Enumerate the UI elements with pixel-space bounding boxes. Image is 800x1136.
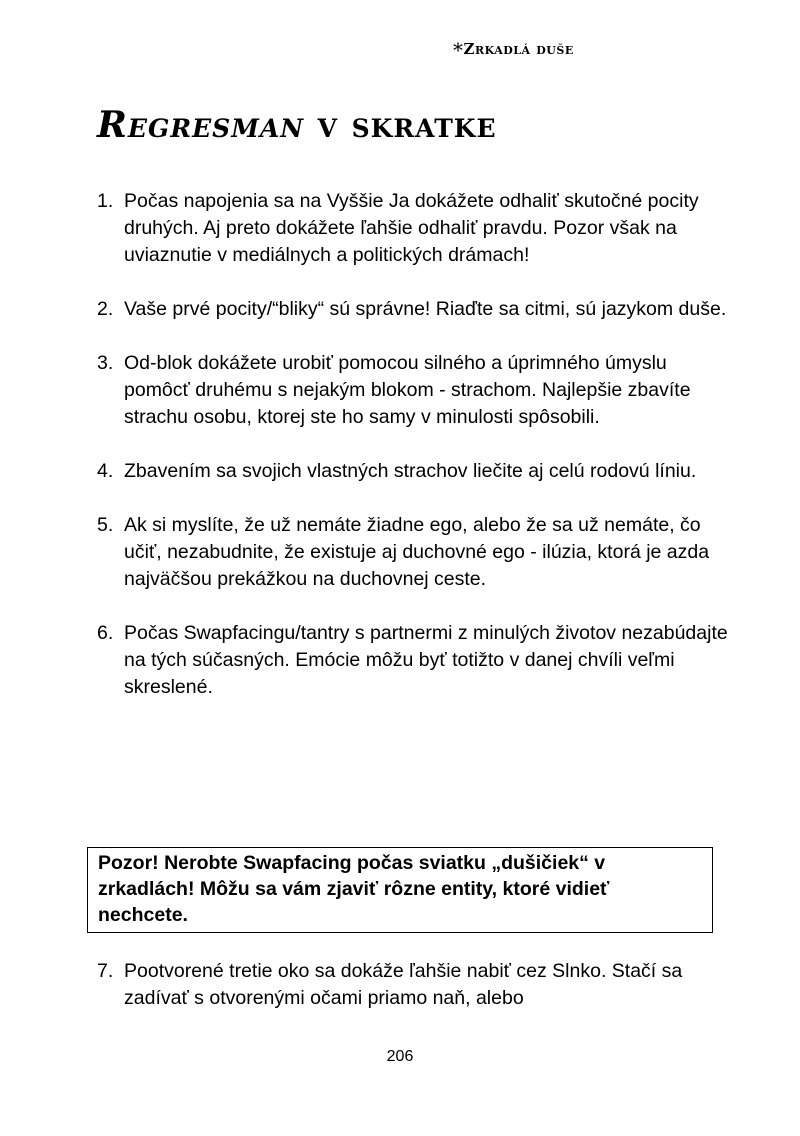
item-text: Zbavením sa svojich vlastných strachov liečite aj celú rodovú líniu.	[124, 460, 697, 482]
item-text: Pootvorené tretie oko sa dokáže ľahšie nabiť cez Slnko. Stačí sa zadívať s otvorenými očami priamo naň, alebo	[124, 960, 683, 1009]
header-star: *	[453, 38, 464, 62]
list-item	[97, 958, 737, 1012]
item-text: Ak si myslíte, že už nemáte žiadne ego, alebo že sa už nemáte, čo učiť, nezabudnite, že existuje aj duchovné ego - ilúzia, ktorá je azda najväčšou prekážkou na duchovnej ceste.	[124, 514, 710, 590]
page-title	[97, 104, 497, 146]
list-item	[97, 458, 737, 485]
warning-box: Pozor! Nerobte Swapfacing počas sviatku „dušičiek“ v zrkadlách! Môžu sa vám zjaviť rôzne entity, ktoré vidieť nechcete.	[87, 847, 713, 933]
item-number: 4.	[97, 460, 114, 482]
list-item	[97, 296, 737, 323]
tips-list	[97, 188, 737, 728]
list-item	[97, 512, 737, 593]
item-number: 1.	[97, 190, 114, 212]
list-item	[97, 620, 737, 701]
chapter-header	[453, 38, 574, 62]
header-text: Zrkadlá duše	[463, 40, 574, 58]
item-text: Počas Swapfacingu/tantry s partnermi z minulých životov nezabúdajte na tých súčasných. Emócie môžu byť totižto v danej chvíli veľmi skreslené.	[124, 622, 728, 698]
item-text: Od-blok dokážete urobiť pomocou silného a úprimného úmyslu pomôcť druhému s nejakým blokom - strachom. Najlepšie zbavíte strachu osobu, ktorej ste ho samy v minulosti spôsobili.	[124, 352, 691, 428]
tips-list-continued	[97, 958, 737, 1039]
item-number: 2.	[97, 298, 114, 320]
item-number: 6.	[97, 622, 114, 644]
item-number: 7.	[97, 960, 114, 982]
list-item	[97, 188, 737, 269]
item-number: 3.	[97, 352, 114, 374]
item-text: Vaše prvé pocity/“bliky“ sú správne! Riaďte sa citmi, sú jazykom duše.	[124, 298, 727, 320]
title-italic-part: Regresman	[97, 104, 305, 146]
page-number: 206	[386, 1048, 414, 1065]
title-rest: v skratke	[304, 104, 497, 146]
item-text: Počas napojenia sa na Vyššie Ja dokážete odhaliť skutočné pocity druhých. Aj preto dokážete ľahšie odhaliť pravdu. Pozor však na uviaznutie v mediálnych a politických drámach!	[124, 190, 699, 266]
item-number: 5.	[97, 514, 114, 536]
list-item	[97, 350, 737, 431]
